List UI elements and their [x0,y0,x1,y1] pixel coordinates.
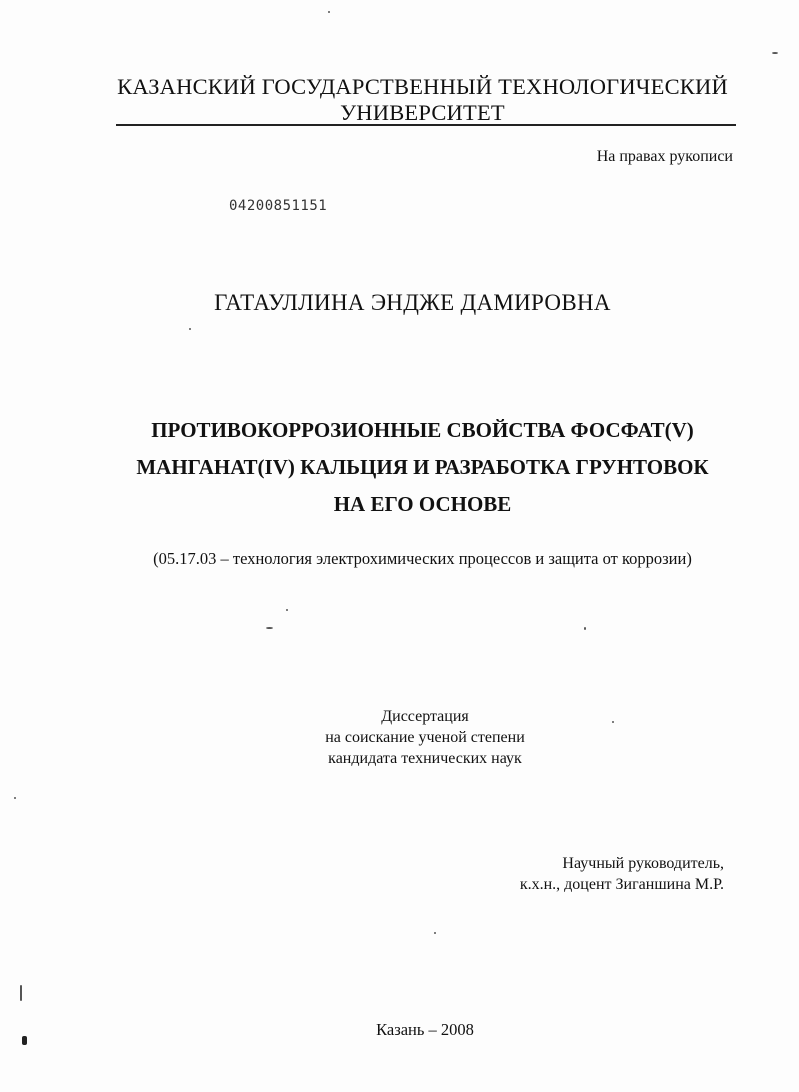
supervisor-line: Научный руководитель, [562,855,724,872]
title-line: МАНГАНАТ(IV) КАЛЬЦИЯ И РАЗРАБОТКА ГРУНТОВОК [136,455,709,479]
scan-speck [328,11,330,13]
degree-line: кандидата технических наук [328,750,522,767]
scan-speck [286,609,288,611]
degree-line: на соискание ученой степени [325,729,525,746]
scan-speck [189,328,191,330]
university-name-line-2: УНИВЕРСИТЕТ [340,100,505,125]
scan-speck [772,52,778,54]
specialty-code: (05.17.03 – технология электрохимических процессов и защита от коррозии) [153,549,692,568]
scan-speck [14,797,16,799]
scan-speck [22,1036,27,1045]
place-and-year: Казань – 2008 [376,1020,474,1039]
degree-statement [250,706,600,769]
header-divider [116,124,736,126]
title-line: НА ЕГО ОСНОВЕ [333,492,512,516]
scan-speck [266,627,273,629]
scan-speck [612,721,614,723]
supervisor-line: к.х.н., доцент Зиганшина М.Р. [519,876,724,893]
dissertation-title [80,412,765,523]
scan-speck [584,627,586,630]
university-name-line-1: КАЗАНСКИЙ ГОСУДАРСТВЕННЫЙ ТЕХНОЛОГИЧЕСКИЙ [117,74,728,99]
author-name: ГАТАУЛЛИНА ЭНДЖЕ ДАМИРОВНА [214,290,611,315]
rights-note: На правах рукописи [596,148,733,165]
document-number-stamp: 04200851151 [229,198,328,214]
scan-speck [20,985,22,1001]
degree-line: Диссертация [381,708,469,725]
scan-speck [434,932,436,934]
university-name [110,74,735,126]
supervisor-block [440,853,724,895]
title-line: ПРОТИВОКОРРОЗИОННЫЕ СВОЙСТВА ФОСФАТ(V) [151,418,694,442]
